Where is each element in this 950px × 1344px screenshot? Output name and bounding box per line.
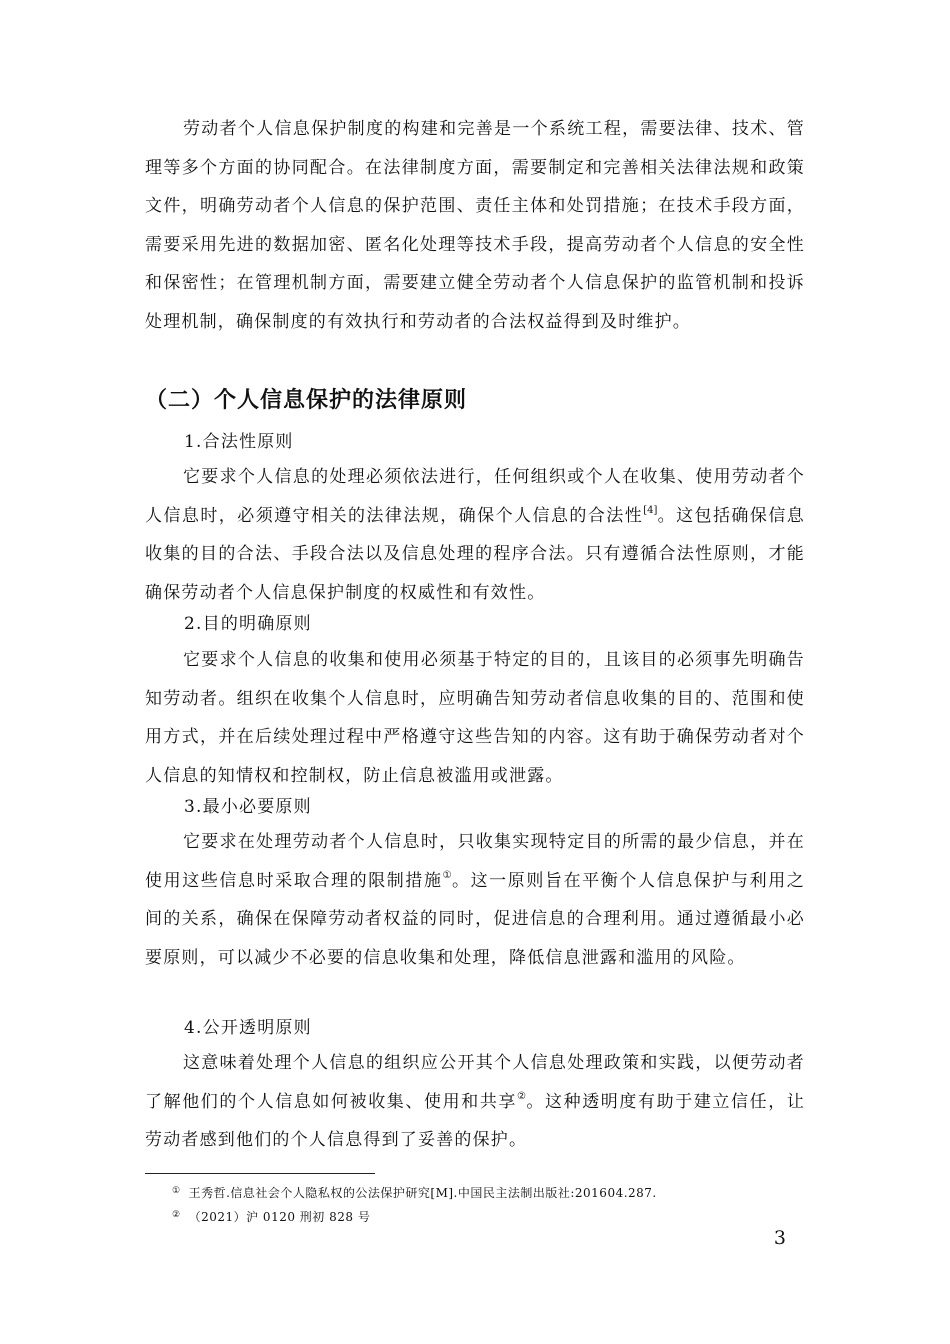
principle-1-title: 1.合法性原则 <box>184 432 294 452</box>
footnote-2 <box>172 1207 370 1225</box>
principle-3-paragraph <box>145 823 805 977</box>
footnote-mark: ② <box>172 1210 181 1220</box>
footnote-ref[interactable]: ② <box>517 1090 527 1102</box>
principle-4-text: 这意味着处理个人信息的组织应公开其个人信息处理政策和实践，以便劳动者了解他们的个人信息如何被收集、使用和共享 <box>145 1053 805 1112</box>
principle-4-paragraph <box>145 1044 805 1160</box>
principle-2-title: 2.目的明确原则 <box>184 614 312 634</box>
principle-1-paragraph <box>145 458 805 612</box>
principle-3-text: 它要求在处理劳动者个人信息时，只收集实现特定目的所需的最少信息，并在使用这些信息时采取合理的限制措施 <box>145 832 805 891</box>
principle-4-text-cont: 。这种透明度有助于建立信任，让劳动者感到他们的个人信息得到了妥善的保护。 <box>145 1091 806 1150</box>
footnote-text: （2021）沪 0120 刑初 828 号 <box>188 1210 371 1224</box>
citation-ref[interactable]: [4] <box>643 504 658 516</box>
page-number: 3 <box>773 1227 786 1249</box>
principle-3-title: 3.最小必要原则 <box>184 797 312 817</box>
footnote-mark: ① <box>172 1186 181 1196</box>
intro-paragraph: 劳动者个人信息保护制度的构建和完善是一个系统工程，需要法律、技术、管理等多个方面的协同配合。在法律制度方面，需要制定和完善相关法律法规和政策文件，明确劳动者个人信息的保护范围、责任主体和处罚措施；在技术手段方面，需要采用先进的数据加密、匿名化处理等技术手段，提高劳动者个人信息的安全性和保密性；在管理机制方面，需要建立健全劳动者个人信息保护的监管机制和投诉处理机制，确保制度的有效执行和劳动者的合法权益得到及时维护。 <box>145 119 805 332</box>
footnote-ref[interactable]: ① <box>442 869 452 881</box>
footnote-text: 王秀哲.信息社会个人隐私权的公法保护研究[M].中国民主法制出版社:201604.287. <box>188 1186 657 1200</box>
footnote-1 <box>172 1183 657 1201</box>
footnote-divider <box>145 1173 375 1174</box>
principle-2-paragraph: 它要求个人信息的收集和使用必须基于特定的目的，且该目的必须事先明确告知劳动者。组织在收集个人信息时，应明确告知劳动者信息收集的目的、范围和使用方式，并在后续处理过程中严格遵守这些告知的内容。这有助于确保劳动者对个人信息的知情权和控制权，防止信息被滥用或泄露。 <box>145 650 805 786</box>
section-heading: （二）个人信息保护的法律原则 <box>145 388 468 413</box>
principle-4-title: 4.公开透明原则 <box>184 1018 312 1038</box>
principle-3-text-cont: 。这一原则旨在平衡个人信息保护与利用之间的关系，确保在保障劳动者权益的同时，促进信息的合理利用。通过遵循最小必要原则，可以减少不必要的信息收集和处理，降低信息泄露和滥用的风险。 <box>145 870 805 968</box>
principle-1-text-cont: 。这包括确保信息收集的目的合法、手段合法以及信息处理的程序合法。只有遵循合法性原则，才能确保劳动者个人信息保护制度的权威性和有效性。 <box>145 505 805 603</box>
principle-1-text: 它要求个人信息的处理必须依法进行，任何组织或个人在收集、使用劳动者个人信息时，必须遵守相关的法律法规，确保个人信息的合法性 <box>145 467 805 526</box>
